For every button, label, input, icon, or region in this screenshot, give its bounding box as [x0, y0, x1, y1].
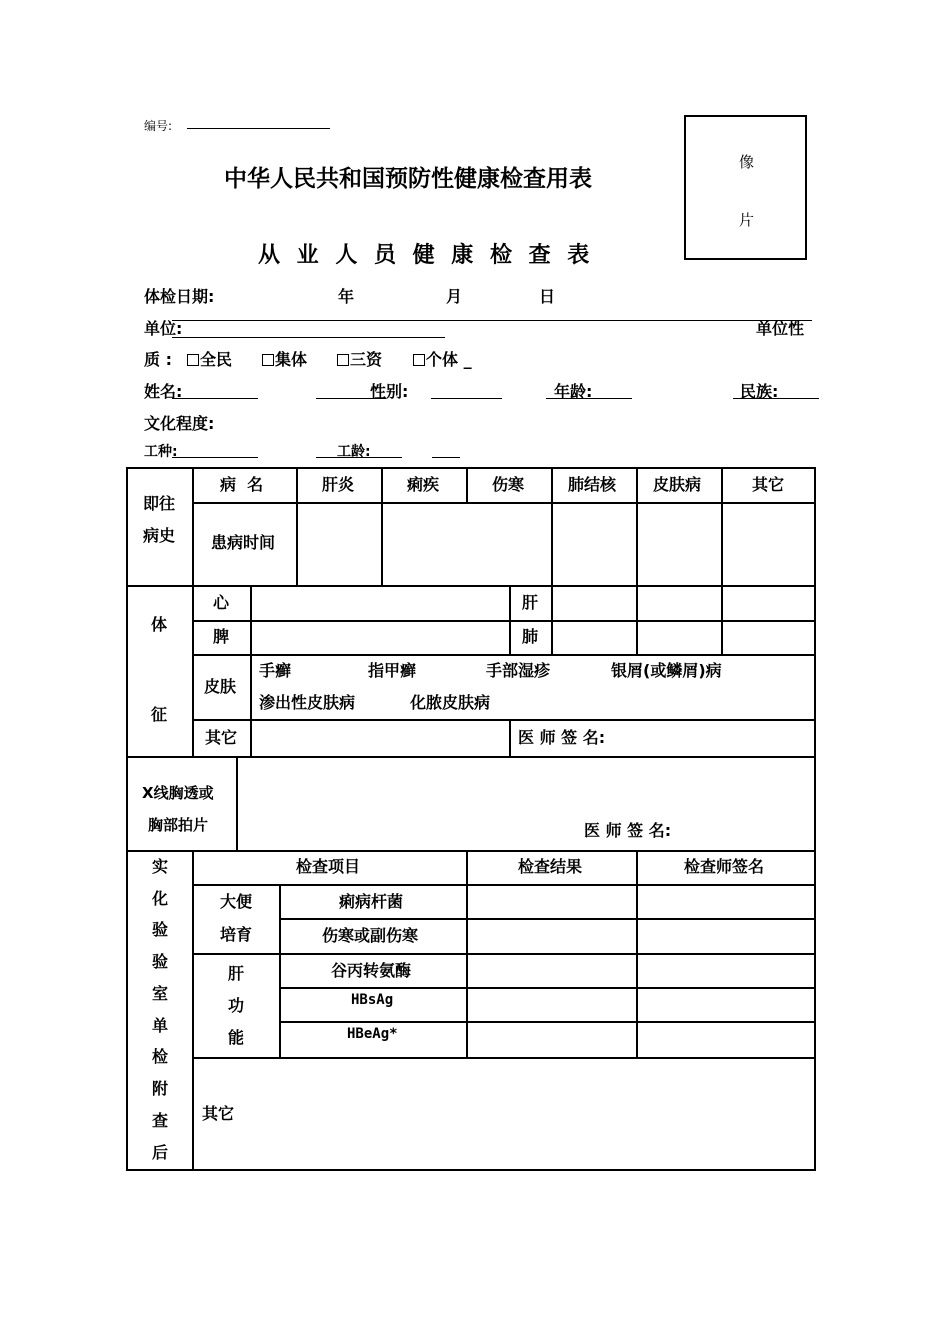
- form-title: 从 业 人 员 健 康 检 查 表: [258, 243, 590, 268]
- physical-section-label-2: 征: [151, 705, 168, 724]
- stool-label-2: 培育: [220, 925, 253, 944]
- lab-other-label: 其它: [202, 1104, 235, 1123]
- col-tuberculosis: 肺结核: [568, 475, 617, 494]
- test-dysentery-bacillus: 痢病杆菌: [339, 892, 404, 911]
- test-typhoid: 伤寒或副伤寒: [322, 926, 419, 945]
- photo-label-2: 片: [739, 211, 755, 229]
- skin-item-purulent: 化脓皮肤病: [410, 693, 491, 712]
- skin-item-onychomycosis: 指甲癣: [368, 661, 417, 680]
- liver-function-label-3: 能: [228, 1028, 245, 1047]
- lab-section-char-4: 验: [152, 952, 169, 971]
- xray-label-2: 胸部拍片: [148, 816, 209, 834]
- test-hbeag: HBeAg*: [347, 1026, 398, 1042]
- work-years-label: 工龄:: [337, 444, 371, 460]
- liver-function-label-2: 功: [228, 996, 245, 1015]
- photo-box: [684, 115, 807, 260]
- lab-col-signer: 检查师签名: [684, 857, 765, 876]
- spleen-label: 脾: [213, 627, 230, 646]
- history-section-label-2: 病史: [143, 526, 176, 545]
- test-alt: 谷丙转氨酶: [331, 961, 412, 980]
- nature-label: 质 :: [144, 350, 172, 369]
- year-label: 年: [338, 287, 355, 306]
- checkbox-icon[interactable]: [187, 354, 199, 366]
- lab-section-char-9: 查: [152, 1111, 169, 1130]
- lab-section-char-1: 实: [152, 857, 169, 876]
- lab-section-char-10: 后: [152, 1143, 169, 1162]
- lab-section-char-6: 单: [152, 1016, 169, 1035]
- unit-label: 单位:: [144, 319, 183, 338]
- lab-section-char-5: 室: [152, 984, 169, 1003]
- job-label: 工种:: [144, 444, 178, 460]
- skin-item-psoriasis: 银屑(或鳞屑)病: [611, 661, 722, 680]
- physical-other-label: 其它: [205, 728, 238, 747]
- photo-label-1: 像: [739, 153, 755, 171]
- serial-field[interactable]: [187, 128, 330, 129]
- test-hbsag: HBsAg: [351, 992, 394, 1008]
- physical-doctor-sign-label: 医 师 签 名:: [518, 728, 606, 747]
- option-collective[interactable]: 集体: [262, 347, 307, 370]
- illness-time-label: 患病时间: [211, 533, 276, 552]
- exam-date-label: 体检日期:: [144, 287, 215, 306]
- serial-label: 编号:: [144, 119, 173, 133]
- checkbox-icon[interactable]: [413, 354, 425, 366]
- ethnic-field[interactable]: [733, 398, 819, 399]
- option-state-owned[interactable]: 全民: [187, 347, 232, 370]
- col-skin-disease: 皮肤病: [653, 475, 702, 494]
- ethnic-label: 民族:: [740, 382, 779, 401]
- skin-item-hand-eczema: 手部湿疹: [486, 661, 551, 680]
- gender-label: 性别:: [370, 382, 409, 401]
- disease-name-header: 病 名: [220, 475, 264, 494]
- work-years-field-extra: [432, 457, 460, 458]
- lab-section-char-7: 检: [152, 1047, 169, 1066]
- lab-col-result: 检查结果: [518, 857, 583, 876]
- col-hepatitis: 肝炎: [322, 475, 355, 494]
- lab-section-char-2: 化: [152, 889, 169, 908]
- col-typhoid: 伤寒: [492, 475, 525, 494]
- physical-section-label-1: 体: [151, 615, 168, 634]
- option-private[interactable]: 个体 _: [413, 347, 472, 370]
- checkbox-icon[interactable]: [337, 354, 349, 366]
- liver-label: 肝: [522, 593, 539, 612]
- unit-field-underline: [172, 337, 445, 338]
- gender-field[interactable]: [431, 398, 502, 399]
- name-label: 姓名:: [144, 382, 183, 401]
- education-label: 文化程度:: [144, 414, 215, 433]
- skin-item-exudative: 渗出性皮肤病: [259, 693, 356, 712]
- option-foreign[interactable]: 三资: [337, 347, 382, 370]
- heart-label: 心: [213, 593, 230, 612]
- unit-field[interactable]: [172, 320, 812, 321]
- xray-label-1: X线胸透或: [142, 784, 214, 802]
- age-label: 年龄:: [554, 382, 593, 401]
- col-dysentery: 痢疾: [407, 475, 440, 494]
- job-field[interactable]: [172, 457, 258, 458]
- lab-section-char-3: 验: [152, 920, 169, 939]
- unit-nature-label: 单位性: [756, 319, 805, 338]
- name-field[interactable]: [172, 398, 258, 399]
- stool-label-1: 大便: [220, 892, 253, 911]
- day-label: 日: [539, 287, 556, 306]
- history-section-label-1: 即往: [143, 494, 176, 513]
- col-other: 其它: [752, 475, 785, 494]
- month-label: 月: [446, 287, 463, 306]
- skin-label: 皮肤: [204, 677, 237, 696]
- health-table: [126, 467, 816, 1171]
- main-title: 中华人民共和国预防性健康检查用表: [224, 166, 592, 192]
- skin-item-tinea-manus: 手癣: [259, 661, 292, 680]
- lung-label: 肺: [522, 627, 539, 646]
- liver-function-label-1: 肝: [228, 964, 245, 983]
- lab-col-item: 检查项目: [296, 857, 361, 876]
- checkbox-icon[interactable]: [262, 354, 274, 366]
- age-field[interactable]: [546, 398, 632, 399]
- lab-section-char-8: 附: [152, 1079, 169, 1098]
- xray-doctor-sign-label: 医 师 签 名:: [584, 821, 672, 840]
